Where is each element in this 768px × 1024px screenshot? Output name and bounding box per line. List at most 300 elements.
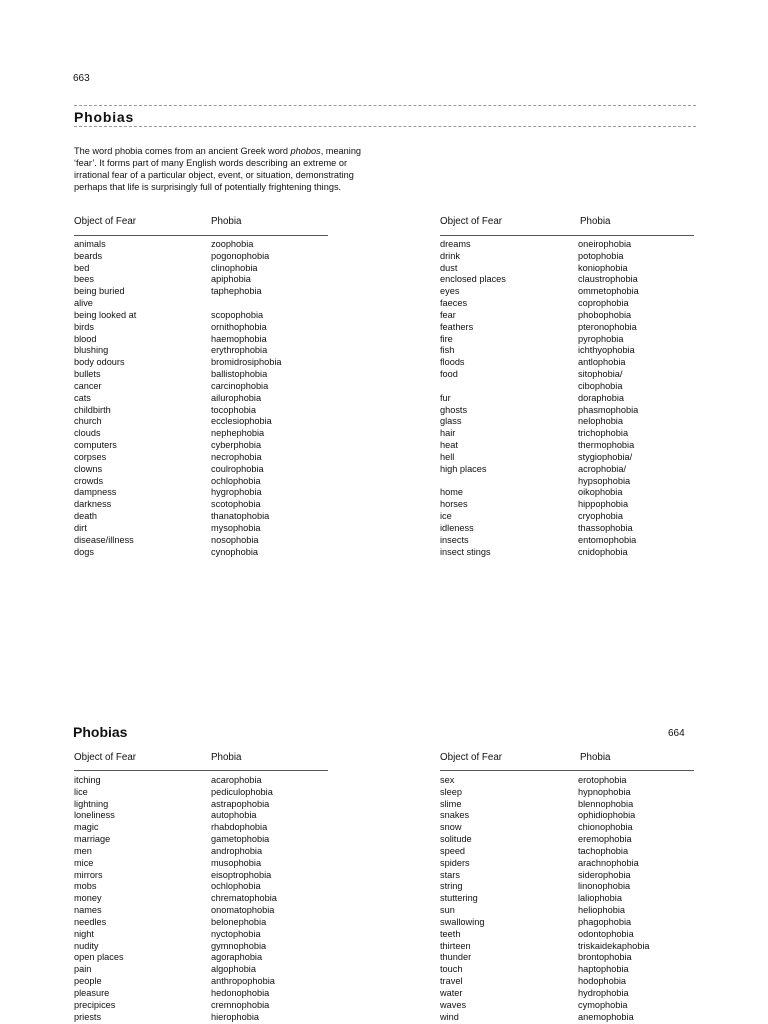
object-of-fear: loneliness: [74, 810, 115, 821]
phobia-name: belonephobia: [211, 916, 267, 927]
table-row: [440, 822, 694, 834]
object-of-fear: clowns: [74, 463, 103, 474]
table-row: [440, 775, 694, 787]
table-row: [440, 523, 694, 535]
phobia-name: arachnophobia: [578, 857, 639, 868]
phobia-name: entomophobia: [578, 534, 637, 545]
object-of-fear: waves: [440, 999, 467, 1010]
table-row: [74, 523, 324, 535]
phobia-name: hodophobia: [578, 976, 627, 987]
phobia-name: nyctophobia: [211, 928, 261, 939]
table-row: [74, 964, 324, 976]
object-of-fear: cancer: [74, 380, 102, 391]
phobia-name: coprophobia: [578, 298, 629, 309]
table-row: [440, 952, 694, 964]
table-row: [440, 905, 694, 917]
table-row: [74, 476, 324, 488]
table-row: [74, 428, 324, 440]
phobia-name: oikophobia: [578, 487, 623, 498]
phobia-name: bromidrosiphobia: [211, 357, 282, 368]
phobia-name: hygrophobia: [211, 487, 262, 498]
page-title: Phobias: [74, 109, 135, 125]
column-header-object: Object of Fear: [74, 752, 137, 763]
object-of-fear: fish: [440, 345, 455, 356]
page-number: 664: [668, 728, 685, 739]
header-rule: [74, 235, 328, 236]
table-row: [440, 440, 694, 452]
object-of-fear: crowds: [74, 475, 104, 486]
phobia-name: anthropophobia: [211, 976, 275, 987]
phobia-name: nelophobia: [578, 416, 623, 427]
table-row: [74, 988, 324, 1000]
table-row: [74, 357, 324, 369]
column-header-phobia: Phobia: [580, 752, 611, 763]
table-row: [74, 1012, 324, 1024]
object-of-fear: fear: [440, 309, 456, 320]
object-of-fear: itching: [74, 775, 101, 785]
table-row: [74, 310, 324, 322]
table-row: [440, 428, 694, 440]
phobia-name: mysophobia: [211, 522, 261, 533]
table-row: [440, 799, 694, 811]
object-of-fear: spiders: [440, 857, 470, 868]
table-row: [440, 964, 694, 976]
phobia-name: rhabdophobia: [211, 822, 268, 833]
object-of-fear: fur: [440, 392, 451, 403]
phobia-name: ecclesiophobia: [211, 416, 272, 427]
table-row: [74, 775, 324, 787]
table-row: [74, 822, 324, 834]
table-row: [74, 274, 324, 286]
table-row: [440, 357, 694, 369]
phobia-name: musophobia: [211, 857, 262, 868]
table-row: [440, 1000, 694, 1012]
table-row: [440, 369, 694, 381]
phobia-name: claustrophobia: [578, 274, 638, 285]
object-of-fear: needles: [74, 916, 107, 927]
table-row: [440, 464, 694, 476]
object-of-fear: stuttering: [440, 893, 478, 904]
object-of-fear: sex: [440, 775, 455, 785]
column-header-phobia: Phobia: [211, 752, 242, 763]
table-row: [440, 334, 694, 346]
phobia-table-right: [440, 239, 694, 558]
table-row: [440, 810, 694, 822]
phobia-name: thassophobia: [578, 522, 633, 533]
object-of-fear: speed: [440, 845, 466, 856]
object-of-fear: priests: [74, 1011, 102, 1022]
phobia-name: hedonophobia: [211, 987, 270, 998]
object-of-fear: money: [74, 893, 102, 904]
object-of-fear: food: [440, 369, 458, 380]
table-row: [74, 535, 324, 547]
object-of-fear: lice: [74, 786, 88, 797]
object-of-fear: computers: [74, 440, 117, 451]
phobia-table-left: [74, 239, 324, 558]
page-number: 663: [73, 73, 90, 84]
table-row: [440, 452, 694, 464]
column-header-object: Object of Fear: [74, 216, 137, 227]
table-row: [74, 251, 324, 263]
object-of-fear: open places: [74, 952, 124, 963]
object-of-fear: ice: [440, 511, 452, 522]
table-row: [440, 1012, 694, 1024]
object-of-fear: feathers: [440, 321, 474, 332]
intro-emphasis: phobos: [290, 146, 321, 156]
column-header-object: Object of Fear: [440, 752, 503, 763]
table-row: [440, 263, 694, 275]
phobia-name: pteronophobia: [578, 321, 637, 332]
table-row: [74, 858, 324, 870]
phobia-name: phasmophobia: [578, 404, 639, 415]
phobia-name: taphephobia: [211, 286, 262, 297]
table-row: [74, 917, 324, 929]
table-row: [440, 929, 694, 941]
table-row: [440, 941, 694, 953]
object-of-fear: beards: [74, 250, 103, 261]
intro-paragraph: [74, 145, 384, 193]
object-of-fear: insect stings: [440, 546, 491, 557]
phobia-name: zoophobia: [211, 239, 254, 249]
table-row: [440, 846, 694, 858]
object-of-fear: enclosed places: [440, 274, 506, 285]
table-row: [440, 858, 694, 870]
column-header-phobia: Phobia: [211, 216, 242, 227]
table-row: [440, 251, 694, 263]
object-of-fear: blood: [74, 333, 97, 344]
table-row: [74, 440, 324, 452]
table-row: [440, 322, 694, 334]
object-of-fear: heat: [440, 440, 458, 451]
phobia-name: scotophobia: [211, 499, 261, 510]
phobia-name: phagophobia: [578, 916, 632, 927]
header-divider-top: [74, 105, 696, 106]
column-header-object: Object of Fear: [440, 216, 503, 227]
phobia-name: scopophobia: [211, 309, 264, 320]
intro-text-end: , meaning ‘fear’. It forms part of many English words describing an extreme or irrational fear of a particular object, event, or situation, demonstrating perhaps that life is surprisingly full of potentially frightening things.: [74, 146, 362, 192]
phobia-name: coulrophobia: [211, 463, 264, 474]
table-row: [440, 345, 694, 357]
phobia-name: ommetophobia: [578, 286, 639, 297]
phobia-table-right: [440, 775, 694, 1023]
table-row: [74, 405, 324, 417]
phobia-name: hierophobia: [211, 1011, 260, 1022]
table-row: [74, 810, 324, 822]
table-row: [74, 952, 324, 964]
phobia-name: heliophobia: [578, 905, 626, 916]
object-of-fear: string: [440, 881, 463, 892]
phobia-name: autophobia: [211, 810, 257, 821]
phobia-name: hydrophobia: [578, 987, 629, 998]
phobia-name: phobophobia: [578, 309, 632, 320]
object-of-fear: mobs: [74, 881, 97, 892]
table-row: [440, 976, 694, 988]
phobia-name: odontophobia: [578, 928, 634, 939]
object-of-fear: people: [74, 976, 102, 987]
phobia-name: eremophobia: [578, 834, 632, 845]
table-row: [74, 298, 324, 310]
table-row: [74, 881, 324, 893]
object-of-fear: lightning: [74, 798, 109, 809]
object-of-fear: blushing: [74, 345, 109, 356]
phobia-name: ornithophobia: [211, 321, 267, 332]
table-row: [440, 535, 694, 547]
header-rule: [440, 235, 694, 236]
table-row: [440, 405, 694, 417]
table-row: [440, 870, 694, 882]
object-of-fear: touch: [440, 964, 463, 975]
table-row: [440, 286, 694, 298]
table-row: [74, 381, 324, 393]
phobia-name: laliophobia: [578, 893, 622, 904]
phobia-name: haptophobia: [578, 964, 629, 975]
object-of-fear: insects: [440, 534, 469, 545]
phobia-name: cnidophobia: [578, 546, 628, 557]
table-row: [74, 239, 324, 251]
object-of-fear: teeth: [440, 928, 461, 939]
phobia-name: hippophobia: [578, 499, 629, 510]
object-of-fear: precipices: [74, 999, 116, 1010]
object-of-fear: water: [440, 987, 463, 998]
object-of-fear: bees: [74, 274, 94, 285]
table-row: [74, 905, 324, 917]
table-row: [74, 787, 324, 799]
phobia-name: ochlophobia: [211, 475, 261, 486]
object-of-fear: death: [74, 511, 97, 522]
phobia-name: blennophobia: [578, 798, 634, 809]
object-of-fear: glass: [440, 416, 462, 427]
phobia-name: thanatophobia: [211, 511, 270, 522]
object-of-fear: thunder: [440, 952, 472, 963]
phobia-name: hypnophobia: [578, 786, 631, 797]
phobia-name: androphobia: [211, 845, 263, 856]
object-of-fear: birds: [74, 321, 94, 332]
object-of-fear: bed: [74, 262, 90, 273]
phobia-name: acrophobia/: [578, 463, 627, 474]
phobia-name: tocophobia: [211, 404, 256, 415]
table-row: [74, 976, 324, 988]
phobia-name: linonophobia: [578, 881, 631, 892]
object-of-fear: sleep: [440, 786, 462, 797]
object-of-fear: being looked at: [74, 309, 137, 320]
object-of-fear: wind: [440, 1011, 459, 1022]
phobia-name: stygiophobia/: [578, 451, 633, 462]
object-of-fear: solitude: [440, 834, 472, 845]
table-row: [440, 893, 694, 905]
intro-text-start: The word phobia comes from an ancient Greek word: [74, 146, 291, 156]
table-row: [440, 547, 694, 559]
table-row: [440, 499, 694, 511]
table-row: [74, 941, 324, 953]
object-of-fear: animals: [74, 239, 106, 249]
table-row: [74, 322, 324, 334]
phobia-name: astrapophobia: [211, 798, 270, 809]
object-of-fear: being buried: [74, 286, 125, 297]
table-row: [440, 881, 694, 893]
phobia-name: eisoptrophobia: [211, 869, 272, 880]
table-row: [440, 787, 694, 799]
phobia-name: algophobia: [211, 964, 256, 975]
object-of-fear: mirrors: [74, 869, 103, 880]
phobia-name: erythrophobia: [211, 345, 268, 356]
object-of-fear: dampness: [74, 487, 117, 498]
object-of-fear: magic: [74, 822, 99, 833]
header-rule: [440, 770, 694, 771]
table-row: [74, 846, 324, 858]
phobia-name: cibophobia: [578, 380, 623, 391]
object-of-fear: snakes: [440, 810, 470, 821]
phobia-name: cremnophobia: [211, 999, 270, 1010]
object-of-fear: idleness: [440, 522, 474, 533]
phobia-name: ichthyophobia: [578, 345, 635, 356]
phobia-name: hypsophobia: [578, 475, 631, 486]
table-row: [74, 286, 324, 298]
header-rule: [74, 770, 328, 771]
phobia-name: pyrophobia: [578, 333, 624, 344]
table-row: [440, 917, 694, 929]
table-row: [74, 369, 324, 381]
table-row: [74, 452, 324, 464]
phobia-name: chionophobia: [578, 822, 633, 833]
object-of-fear: marriage: [74, 834, 111, 845]
object-of-fear: church: [74, 416, 102, 427]
table-row: [74, 263, 324, 275]
table-row: [440, 310, 694, 322]
object-of-fear: thirteen: [440, 940, 471, 951]
phobia-name: ochlophobia: [211, 881, 261, 892]
object-of-fear: faeces: [440, 298, 468, 309]
table-row: [74, 929, 324, 941]
object-of-fear: fire: [440, 333, 453, 344]
phobia-name: thermophobia: [578, 440, 635, 451]
table-row: [74, 334, 324, 346]
phobia-name: doraphobia: [578, 392, 624, 403]
object-of-fear: dogs: [74, 546, 94, 557]
phobia-name: oneirophobia: [578, 239, 632, 249]
phobia-name: necrophobia: [211, 451, 262, 462]
table-row: [74, 870, 324, 882]
phobia-name: ophidiophobia: [578, 810, 636, 821]
object-of-fear: pleasure: [74, 987, 110, 998]
table-row: [440, 476, 694, 488]
object-of-fear: pain: [74, 964, 92, 975]
object-of-fear: stars: [440, 869, 460, 880]
phobia-name: haemophobia: [211, 333, 267, 344]
object-of-fear: floods: [440, 357, 465, 368]
object-of-fear: ghosts: [440, 404, 468, 415]
table-row: [74, 345, 324, 357]
page-title: Phobias: [73, 724, 128, 740]
object-of-fear: snow: [440, 822, 462, 833]
phobia-name: onomatophobia: [211, 905, 275, 916]
phobia-name: trichophobia: [578, 428, 629, 439]
object-of-fear: dreams: [440, 239, 471, 249]
table-row: [74, 1000, 324, 1012]
object-of-fear: corpses: [74, 451, 107, 462]
phobia-name: anemophobia: [578, 1011, 634, 1022]
phobia-name: nosophobia: [211, 534, 259, 545]
phobia-name: gymnophobia: [211, 940, 267, 951]
object-of-fear: bullets: [74, 369, 101, 380]
phobia-name: agoraphobia: [211, 952, 263, 963]
object-of-fear: body odours: [74, 357, 125, 368]
table-row: [74, 487, 324, 499]
phobia-name: siderophobia: [578, 869, 631, 880]
table-row: [440, 393, 694, 405]
phobia-name: cryophobia: [578, 511, 623, 522]
object-of-fear: home: [440, 487, 463, 498]
phobia-name: pediculophobia: [211, 786, 273, 797]
phobia-name: chrematophobia: [211, 893, 277, 904]
object-of-fear: dirt: [74, 522, 87, 533]
object-of-fear: hair: [440, 428, 456, 439]
phobia-name: tachophobia: [578, 845, 629, 856]
table-row: [74, 547, 324, 559]
table-row: [74, 834, 324, 846]
object-of-fear: sun: [440, 905, 455, 916]
object-of-fear: travel: [440, 976, 463, 987]
object-of-fear: night: [74, 928, 94, 939]
table-row: [440, 298, 694, 310]
object-of-fear: hell: [440, 451, 455, 462]
table-row: [74, 393, 324, 405]
phobia-name: ailurophobia: [211, 392, 262, 403]
phobia-name: triskaidekaphobia: [578, 940, 650, 951]
table-row: [440, 274, 694, 286]
table-row: [440, 511, 694, 523]
object-of-fear: eyes: [440, 286, 460, 297]
object-of-fear: high places: [440, 463, 487, 474]
phobia-name: apiphobia: [211, 274, 251, 285]
object-of-fear: disease/illness: [74, 534, 134, 545]
object-of-fear: dust: [440, 262, 458, 273]
phobia-name: cyberphobia: [211, 440, 262, 451]
table-row: [440, 988, 694, 1000]
phobia-name: carcinophobia: [211, 380, 269, 391]
object-of-fear: alive: [74, 298, 93, 309]
table-row: [74, 799, 324, 811]
object-of-fear: darkness: [74, 499, 112, 510]
phobia-name: sitophobia/: [578, 369, 623, 380]
object-of-fear: men: [74, 845, 92, 856]
table-row: [440, 834, 694, 846]
phobia-name: antlophobia: [578, 357, 626, 368]
object-of-fear: horses: [440, 499, 468, 510]
object-of-fear: drink: [440, 250, 460, 261]
object-of-fear: mice: [74, 857, 94, 868]
table-row: [74, 499, 324, 511]
phobia-name: acarophobia: [211, 775, 262, 785]
table-row: [74, 416, 324, 428]
phobia-name: koniophobia: [578, 262, 628, 273]
object-of-fear: slime: [440, 798, 462, 809]
table-row: [440, 239, 694, 251]
phobia-name: cymophobia: [578, 999, 628, 1010]
phobia-name: gametophobia: [211, 834, 270, 845]
object-of-fear: nudity: [74, 940, 99, 951]
column-header-phobia: Phobia: [580, 216, 611, 227]
phobia-name: brontophobia: [578, 952, 632, 963]
phobia-name: pogonophobia: [211, 250, 270, 261]
table-row: [440, 381, 694, 393]
phobia-name: nephephobia: [211, 428, 265, 439]
phobia-name: ballistophobia: [211, 369, 268, 380]
object-of-fear: swallowing: [440, 916, 485, 927]
object-of-fear: clouds: [74, 428, 101, 439]
header-divider-bottom: [74, 126, 696, 127]
table-row: [74, 893, 324, 905]
table-row: [74, 464, 324, 476]
